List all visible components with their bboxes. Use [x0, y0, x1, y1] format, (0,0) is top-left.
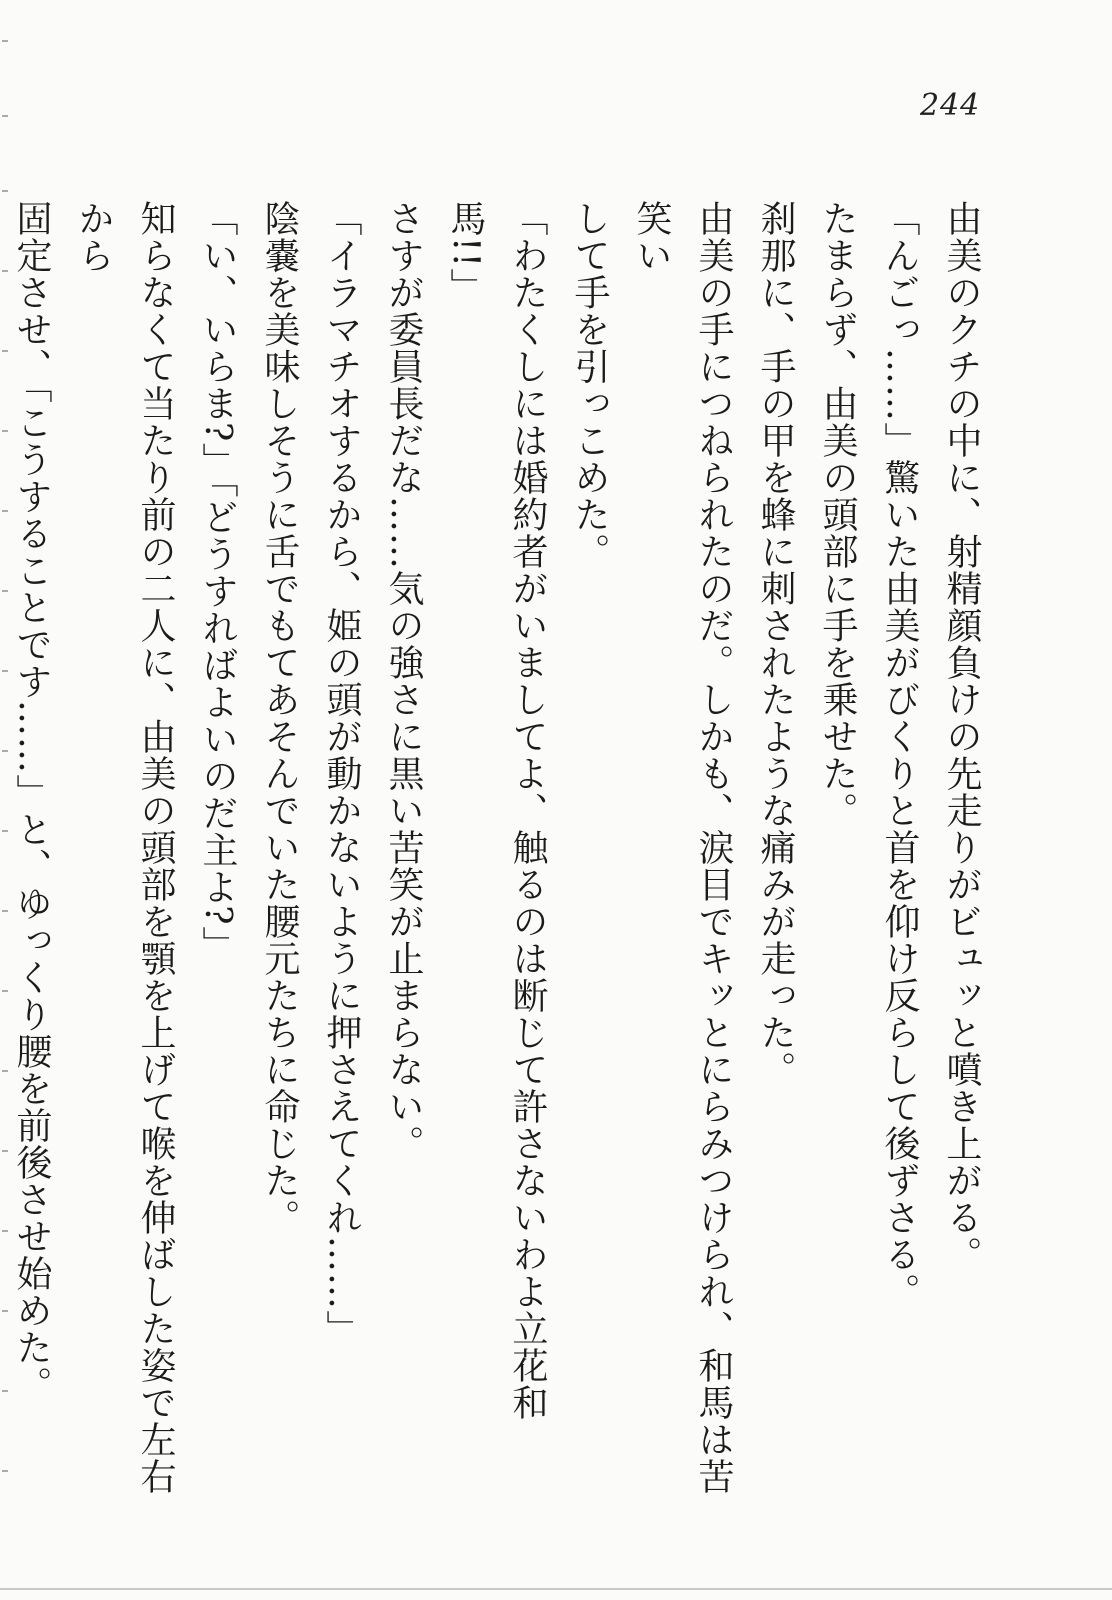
text-line: 由美の手につねられたのだ。しかも、涙目でキッとにらみつけられ、和馬は苦笑い [631, 200, 734, 1495]
text-line: 「イラマチオするから、姫の頭が動かないように押さえてくれ……」 [321, 200, 362, 1347]
edge-mark [2, 510, 8, 512]
text-line: たまらず、由美の頭部に手を乗せた。 [817, 200, 858, 829]
edge-mark [2, 40, 8, 42]
text-line: 陰嚢を美味しそうに舌でもてあそんでいた腰元たちに命じた。 [259, 200, 300, 1236]
edge-mark [2, 750, 8, 752]
edge-mark [2, 350, 8, 352]
text-line: 「んごっ……」驚いた由美がびくりと首を仰け反らして後ずさる。 [879, 200, 920, 1310]
edge-mark [2, 270, 8, 272]
text-line: 「わたくしには婚約者がいましてよ、触るのは断じて許さないわよ立花和馬!!」 [445, 200, 548, 1421]
scan-edge-marks [0, 0, 14, 1600]
edge-mark [2, 430, 8, 432]
text-line: 知らなくて当たり前の二人に、由美の頭部を顎を上げて喉を伸ばした姿で左右から [73, 200, 176, 1495]
text-line: さすが委員長だな……気の強さに黒い苦笑が止まらない。 [383, 200, 424, 1162]
text-line: して手を引っこめた。 [569, 200, 610, 570]
edge-mark [2, 590, 8, 592]
edge-mark [2, 190, 8, 192]
text-line: 固定させ、「こうすることです……」と、ゆっくり腰を前後させ始めた。 [11, 200, 52, 1403]
edge-mark [2, 910, 8, 912]
text-line: 「い、いらま?」「どうすればよいのだ主よ?」 [197, 200, 238, 963]
edge-mark [2, 1470, 8, 1472]
edge-mark [2, 1310, 8, 1312]
text-line: 由美のクチの中に、射精顔負けの先走りがビュッと噴き上がる。 [941, 200, 982, 1273]
edge-mark [2, 670, 8, 672]
body-text [0, 200, 992, 1500]
page-number: 244 [920, 88, 981, 123]
edge-mark [2, 1230, 8, 1232]
edge-mark [2, 990, 8, 992]
edge-mark [2, 115, 8, 117]
edge-mark [2, 1070, 8, 1072]
bottom-edge [0, 1588, 1112, 1590]
edge-mark [2, 1390, 8, 1392]
text-line: 刹那に、手の甲を蜂に刺されたような痛みが走った。 [755, 200, 796, 1088]
edge-mark [2, 1150, 8, 1152]
edge-mark [2, 830, 8, 832]
